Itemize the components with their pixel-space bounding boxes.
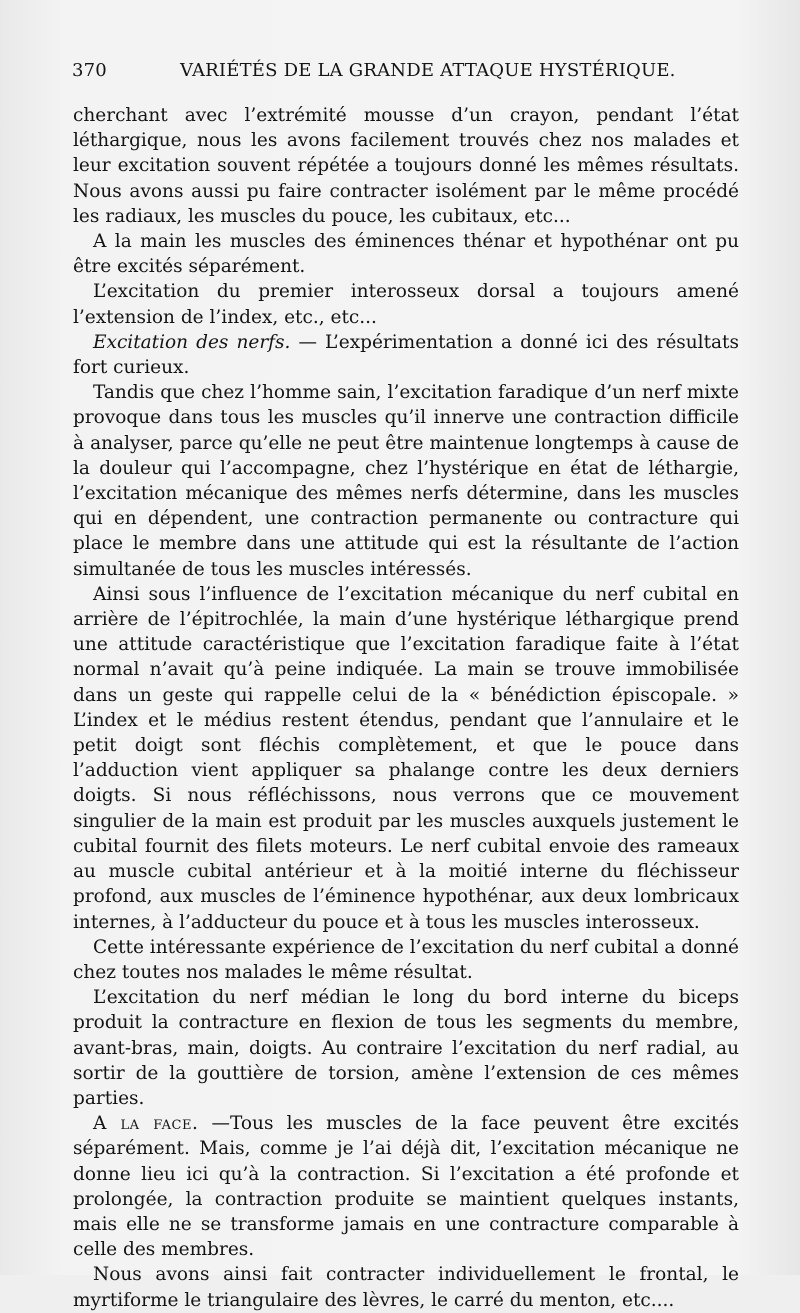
paragraph-text: Cette intéressante expérience de l’excitation du nerf cubital a donné chez toutes nos malades le même résultat. [73,936,739,983]
paragraph-text: L’excitation du premier interosseux dorsal a toujours amené l’extension de l’index, etc., etc... [73,281,739,328]
body-text [73,103,739,1313]
paragraph-text: —Tous les muscles de la face peuvent être excités séparément. Mais, comme je l’ai déjà dit, l’excitation mécanique ne donne lieu ici qu’à la contraction. Si l’excitation a été profonde et prolongée, la contraction produite se maintient quelques instants, mais elle ne se transforme jamais en une contracture comparable à celle des membres. [73,1113,739,1261]
paragraph [73,279,739,329]
paragraph-text: Tandis que chez l’homme sain, l’excitation faradique d’un nerf mixte provoque dans tous les muscles qu’il innerve une contraction difficile à analyser, parce qu’elle ne peut être maintenue longtemps à cause de la douleur qui l’accompagne, chez l’hystérique en état de léthargie, l’excitation mécanique des mêmes nerfs détermine, dans les muscles qui en dépendent, une contraction permanente ou contracture qui place le membre dans une attitude qui est la résultante de l’action simultanée de tous les muscles intéressés. [73,382,739,580]
paragraph [73,330,739,380]
section-heading-nerfs: Excitation des nerfs. [93,331,291,353]
paragraph [73,985,739,1111]
paragraph [73,380,739,582]
running-title: VARIÉTÉS DE LA GRANDE ATTAQUE HYSTÉRIQUE. [180,60,676,81]
paragraph [73,582,739,935]
paragraph-text: cherchant avec l’extrémité mousse d’un crayon, pendant l’état léthargique, nous les avons facilement trouvés chez nos malades et leur excitation souvent répétée a toujours donné les mêmes résultats. Nous avons aussi pu faire contracter isolément par le même procédé les radiaux, les muscles du pouce, les cubitaux, etc... [73,105,739,227]
paragraph [73,229,739,279]
paragraph-text: Ainsi sous l’influence de l’excitation mécanique du nerf cubital en arrière de l’épitrochlée, la main d’une hystérique léthargique prend une attitude caractéristique que l’excitation faradique faite à l’état normal n’avait qu’à peine indiquée. La main se trouve immobilisée dans un geste qui rappelle celui de la « bénédiction épiscopale. » L’index et le médius restent étendus, pendant que l’annulaire et le petit doigt sont fléchis complètement, et que le pouce dans l’adduction vient appliquer sa phalange contre les deux derniers doigts. Si nous réfléchissons, nous verrons que ce mouvement singulier de la main est produit par les muscles auxquels justement le cubital fournit des filets moteurs. Le nerf cubital envoie des rameaux au muscle cubital antérieur et à la moitié interne du fléchisseur profond, aux muscles de l’éminence hypothénar, aux deux lombricaux internes, à l’adducteur du pouce et à tous les muscles interosseux. [73,583,739,933]
paragraph-text: L’excitation du nerf médian le long du bord interne du biceps produit la contracture en flexion de tous les segments du membre, avant-bras, main, doigts. Au contraire l’excitation du nerf radial, au sortir de la gouttière de torsion, amène l’extension de ces mêmes parties. [73,987,739,1109]
paragraph-text: Nous avons ainsi fait contracter individuellement le frontal, le myrtiforme le triangulaire des lèvres, le carré du menton, etc.... [73,1264,739,1311]
paragraph [73,1111,739,1262]
paragraph-text: — L’expérimentation a donné ici des résultats fort curieux. [73,331,739,379]
paragraph [73,1262,739,1312]
paragraph [73,935,739,985]
section-heading-face: A la face. [93,1113,199,1135]
page-number: 370 [72,60,107,81]
paragraph-text: A la main les muscles des éminences thénar et hypothénar ont pu être excités séparément. [73,231,739,278]
paragraph [73,103,739,229]
